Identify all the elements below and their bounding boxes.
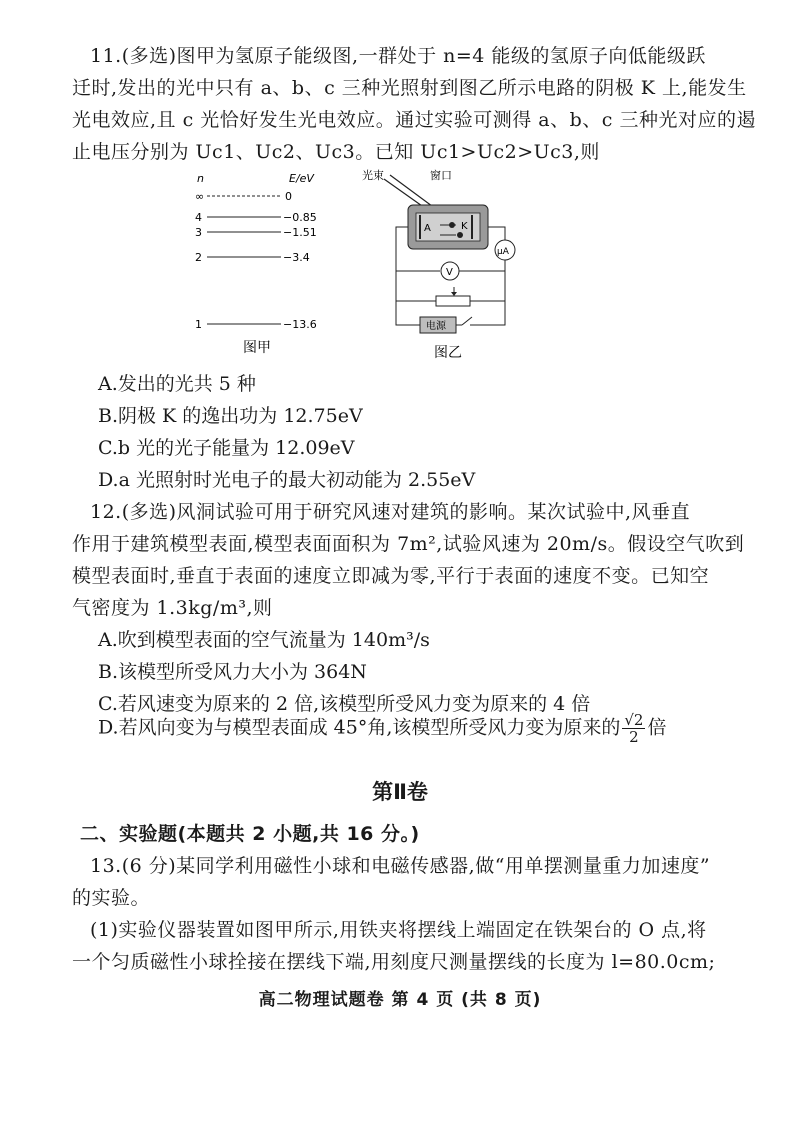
q11-line-2: 迁时,发出的光中只有 a、b、c 三种光照射到图乙所示电路的阴极 K 上,能发生 <box>72 77 747 99</box>
level-e-3: −1.51 <box>283 226 317 239</box>
level-n-4: 4 <box>195 211 202 224</box>
energy-axis-label: E/eV <box>289 172 314 185</box>
level-n-3: 3 <box>195 226 202 239</box>
rheostat-slider-tip <box>451 292 457 296</box>
level-e-4: −0.85 <box>283 211 317 224</box>
q13-line-2: 的实验。 <box>72 887 151 909</box>
q11-option-d: D.a 光照射时光电子的最大初动能为 2.55eV <box>98 469 476 491</box>
q12-line-4: 气密度为 1.3kg/m³,则 <box>72 597 273 619</box>
q12-option-a: A.吹到模型表面的空气流量为 140m³/s <box>98 629 430 651</box>
cathode-label: K <box>461 221 468 232</box>
voltmeter-label: V <box>446 267 453 278</box>
q11-option-b: B.阴极 K 的逸出功为 12.75eV <box>98 405 363 427</box>
section-title: 第Ⅱ卷 <box>372 780 428 804</box>
level-e-inf: 0 <box>285 190 292 203</box>
level-e-1: −13.6 <box>283 318 317 331</box>
microammeter-label: μA <box>497 247 509 257</box>
energy-level-diagram <box>185 170 335 360</box>
q11-line-1: 11.(多选)图甲为氢原子能级图,一群处于 n=4 能级的氢原子向低能级跃 <box>90 45 706 67</box>
level-n-1: 1 <box>195 318 202 331</box>
rheostat <box>436 296 470 306</box>
switch-blade <box>462 317 472 325</box>
window-label: 窗口 <box>430 169 452 182</box>
q12-line-2: 作用于建筑模型表面,模型表面面积为 7m²,试验风速为 20m/s。假设空气吹到 <box>72 533 745 555</box>
q11-option-c: C.b 光的光子能量为 12.09eV <box>98 437 355 459</box>
level-n-2: 2 <box>195 251 202 264</box>
q12-option-b: B.该模型所受风力大小为 364N <box>98 661 367 683</box>
level-e-2: −3.4 <box>283 251 310 264</box>
page-footer: 高二物理试题卷 第 4 页 (共 8 页) <box>258 990 542 1010</box>
n-axis-label: n <box>197 172 204 185</box>
fraction-sqrt2-over-2 <box>622 712 645 745</box>
q12-option-c: C.若风速变为原来的 2 倍,该模型所受风力变为原来的 4 倍 <box>98 693 591 715</box>
right-wire-bottom <box>470 260 505 325</box>
beam-label: 光束 <box>362 169 384 182</box>
level-n-inf: ∞ <box>195 190 205 203</box>
q12-option-d-suffix: 倍 <box>647 716 667 739</box>
q11-line-4: 止电压分别为 Uc1、Uc2、Uc3。已知 Uc1>Uc2>Uc3,则 <box>72 141 600 163</box>
q12-line-3: 模型表面时,垂直于表面的速度立即减为零,平行于表面的速度不变。已知空 <box>72 565 710 587</box>
q12-line-1: 12.(多选)风洞试验可用于研究风速对建筑的影响。某次试验中,风垂直 <box>90 501 691 523</box>
fraction-numerator: √2 <box>624 711 644 729</box>
section-subtitle: 二、实验题(本题共 2 小题,共 16 分。) <box>80 823 420 845</box>
electron-2 <box>457 232 463 238</box>
power-source-label: 电源 <box>426 321 446 332</box>
q11-option-a: A.发出的光共 5 种 <box>98 373 256 395</box>
right-wire-top <box>488 227 505 240</box>
q13-line-3: (1)实验仪器装置如图甲所示,用铁夹将摆线上端固定在铁架台的 O 点,将 <box>90 919 707 941</box>
figure-jia-caption: 图甲 <box>243 340 271 356</box>
q11-line-3: 光电效应,且 c 光恰好发生光电效应。通过实验可测得 a、b、c 三种光对应的遏 <box>72 109 756 131</box>
fraction-denominator: 2 <box>629 728 639 746</box>
figure-yi-caption: 图乙 <box>434 345 462 361</box>
q12-option-d-prefix: D.若风向变为与模型表面成 45°角,该模型所受风力变为原来的 <box>98 716 621 739</box>
q13-line-4: 一个匀质磁性小球拴接在摆线下端,用刻度尺测量摆线的长度为 l=80.0cm; <box>72 951 716 973</box>
anode-label: A <box>424 223 431 234</box>
q12-option-d <box>98 712 666 745</box>
q13-line-1: 13.(6 分)某同学利用磁性小球和电磁传感器,做“用单摆测量重力加速度” <box>90 855 711 877</box>
photoelectric-circuit-diagram <box>360 165 530 365</box>
